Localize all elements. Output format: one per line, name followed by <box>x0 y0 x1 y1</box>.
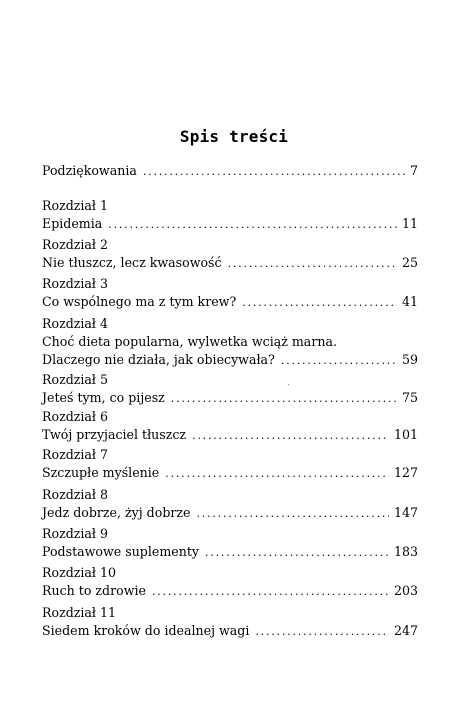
toc-entry-chapter-10 <box>42 564 418 601</box>
entry-title-line: Choć dieta popularna, wylwetka wciąż marna. <box>42 334 337 349</box>
page-number: 183 <box>393 544 418 559</box>
page-number: 127 <box>393 465 418 480</box>
page-number: 11 <box>401 216 418 231</box>
toc-entry-chapter-7 <box>42 446 418 483</box>
chapter-label: Rozdział 7 <box>42 447 109 462</box>
toc-entry-chapter-6 <box>42 408 418 445</box>
toc-line <box>42 464 418 483</box>
toc-entry-chapter-2 <box>42 236 418 273</box>
toc-line <box>42 622 418 641</box>
dot-leader <box>152 583 389 601</box>
toc-entry-chapter-5 <box>42 371 418 408</box>
entry-title: Podstawowe suplementy <box>42 544 200 559</box>
chapter-label: Rozdział 4 <box>42 316 109 331</box>
chapter-label: Rozdział 8 <box>42 487 109 502</box>
entry-title: Jedz dobrze, żyj dobrze <box>42 505 191 520</box>
chapter-label: Rozdział 3 <box>42 276 109 291</box>
page-number: 247 <box>393 623 418 638</box>
toc-entry-chapter-11 <box>42 604 418 641</box>
toc-line <box>42 254 418 273</box>
chapter-label: Rozdział 2 <box>42 237 109 252</box>
toc-line <box>42 543 418 562</box>
dot-leader <box>165 465 389 483</box>
entry-title: Szczupłe myślenie <box>42 465 160 480</box>
entry-title: Nie tłuszcz, lecz kwasowość <box>42 255 222 270</box>
dot-leader <box>197 505 389 523</box>
entry-title: Ruch to zdrowie <box>42 583 146 598</box>
page-number: 41 <box>401 294 418 309</box>
entry-title: Epidemia <box>42 216 103 231</box>
toc-line <box>42 426 418 445</box>
page-number: 147 <box>393 505 418 520</box>
page-number: 75 <box>401 390 418 405</box>
toc-entry-chapter-1 <box>42 197 418 234</box>
chapter-label: Rozdział 1 <box>42 198 109 213</box>
toc-line <box>42 389 418 408</box>
toc-entry-chapter-3 <box>42 275 418 312</box>
toc-line <box>42 293 418 312</box>
entry-title: Dlaczego nie działa, jak obiecywała? <box>42 352 275 367</box>
page-number: 101 <box>393 427 418 442</box>
chapter-label: Rozdział 10 <box>42 565 117 580</box>
toc-line <box>42 504 418 523</box>
dot-leader <box>171 390 397 408</box>
dot-leader <box>242 294 397 312</box>
chapter-label: Rozdział 9 <box>42 526 109 541</box>
dot-leader <box>205 544 389 562</box>
page-number: 25 <box>401 255 418 270</box>
chapter-label: Rozdział 6 <box>42 409 109 424</box>
toc-entry-chapter-8 <box>42 486 418 523</box>
page-number: 7 <box>409 163 418 178</box>
dot-leader <box>192 427 389 445</box>
page-number: 203 <box>393 583 418 598</box>
toc-entry-chapter-4 <box>42 315 418 370</box>
entry-title: Siedem kroków do idealnej wagi <box>42 623 250 638</box>
entry-title: Co wspólnego ma z tym krew? <box>42 294 237 309</box>
entry-title: Twój przyjaciel tłuszcz <box>42 427 187 442</box>
dot-leader <box>255 623 389 641</box>
chapter-label: Rozdział 5 <box>42 372 109 387</box>
dot-leader <box>228 255 397 273</box>
page-title: Spis treści <box>179 127 289 146</box>
entry-title: Podziękowania <box>42 163 137 178</box>
entry-title: Jeteś tym, co pijesz <box>42 390 165 405</box>
dot-leader <box>281 352 397 370</box>
chapter-label: Rozdział 11 <box>42 605 117 620</box>
toc-line <box>42 351 418 370</box>
toc-line <box>42 162 418 181</box>
toc-entry-chapter-9 <box>42 525 418 562</box>
dot-leader <box>108 216 397 234</box>
page-number: 59 <box>401 352 418 367</box>
dot-leader <box>143 163 405 181</box>
scan-speck <box>288 384 289 385</box>
toc-line <box>42 215 418 234</box>
toc-line <box>42 582 418 601</box>
toc-entry-acknowledgements <box>42 162 418 181</box>
